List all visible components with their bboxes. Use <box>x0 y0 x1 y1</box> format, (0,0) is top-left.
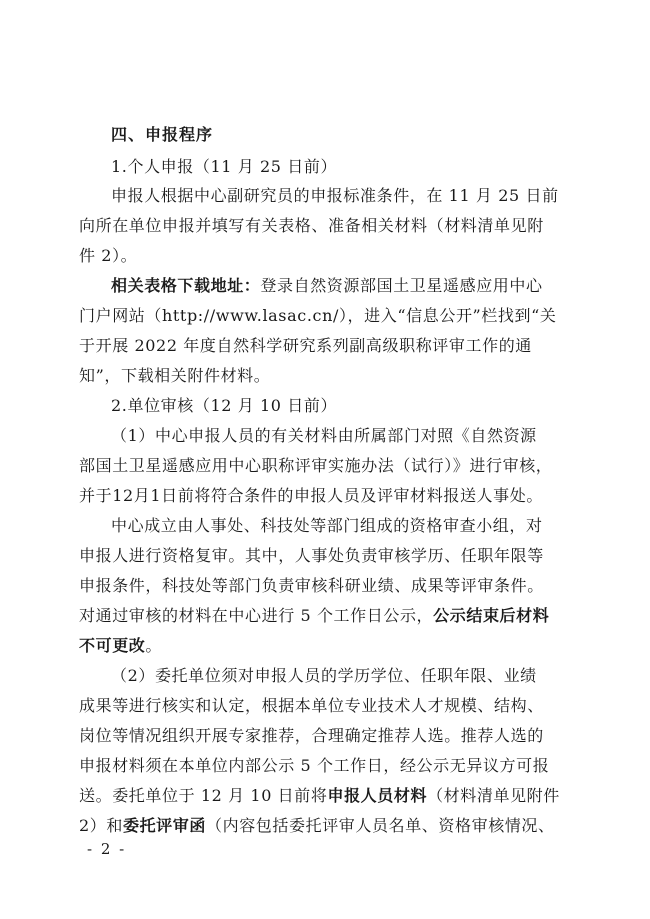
paragraph-line: 申报人进行资格复审。其中，人事处负责审核学历、任职年限等 <box>79 546 544 565</box>
paragraph-line <box>79 816 555 836</box>
paragraph-line <box>111 276 543 296</box>
paragraph-line <box>79 606 549 626</box>
letter-contents: （内容包括委托评审人员名单、资格审核情况、 <box>206 816 555 835</box>
paragraph-line: 于开展 2022 年度自然科学研究系列副高级职称评审工作的通 <box>79 336 532 355</box>
paragraph-line: 中心成立由人事处、科技处等部门组成的资格审查小组，对 <box>111 516 543 535</box>
period: 。 <box>145 636 163 655</box>
paragraph-line: 部国土卫星遥感应用中心职称评审实施办法（试行）》进行审核， <box>79 456 553 475</box>
no-change-bold: 不可更改 <box>79 636 146 655</box>
commission-letter-bold: 委托评审函 <box>122 816 206 835</box>
submit-text: 送。委托单位于 12 月 10 日前将 <box>79 786 328 805</box>
download-text: 登录自然资源部国土卫星遥感应用中心 <box>260 276 543 295</box>
paragraph-line: （1）中心申报人员的有关材料由所属部门对照《自然资源 <box>111 426 537 445</box>
paragraph-line: 门户网站（http://www.lasac.cn/），进入“信息公开”栏找到“关 <box>79 306 557 325</box>
section-heading: 四、申报程序 <box>111 125 214 144</box>
paragraph-line: 申报材料须在本单位内部公示 5 个工作日，经公示无异议方可报 <box>79 756 550 775</box>
paragraph-line: 并于12月1日前将符合条件的申报人员及评审材料报送人事处。 <box>79 486 543 505</box>
paragraph-line <box>79 786 560 806</box>
item1-title: 1.个人申报（11 月 25 日前） <box>111 157 338 176</box>
paragraph-line: 成果等进行核实和认定，根据本单位专业技术人才规模、结构、 <box>79 696 544 715</box>
paragraph-line: 岗位等情况组织开展专家推荐，合理确定推荐人选。推荐人选的 <box>79 726 544 745</box>
materials-note: （材料清单见附件 <box>427 786 560 805</box>
paragraph-line: 申报人根据中心副研究员的申报标准条件，在 11 月 25 日前 <box>111 186 559 205</box>
item2-title: 2.单位审核（12 月 10 日前） <box>111 396 338 415</box>
paragraph-line: 申报条件，科技处等部门负责审核科研业绩、成果等评审条件。 <box>79 576 544 595</box>
download-label: 相关表格下载地址： <box>111 276 261 295</box>
paragraph-line: 知”，下载相关附件材料。 <box>79 366 271 385</box>
applicant-materials-bold: 申报人员材料 <box>327 786 428 805</box>
paragraph-line: 件 2）。 <box>79 246 138 265</box>
attachment-ref: 2）和 <box>79 816 123 835</box>
publicity-text: 对通过审核的材料在中心进行 5 个工作日公示， <box>79 606 434 625</box>
paragraph-line: （2）委托单位须对申报人员的学历学位、任职年限、业绩 <box>111 666 537 685</box>
paragraph-line <box>79 636 162 656</box>
publicity-bold: 公示结束后材料 <box>433 606 550 625</box>
paragraph-line: 向所在单位申报并填写有关表格、准备相关材料（材料清单见附 <box>79 216 544 235</box>
page-number: - 2 - <box>87 840 127 858</box>
